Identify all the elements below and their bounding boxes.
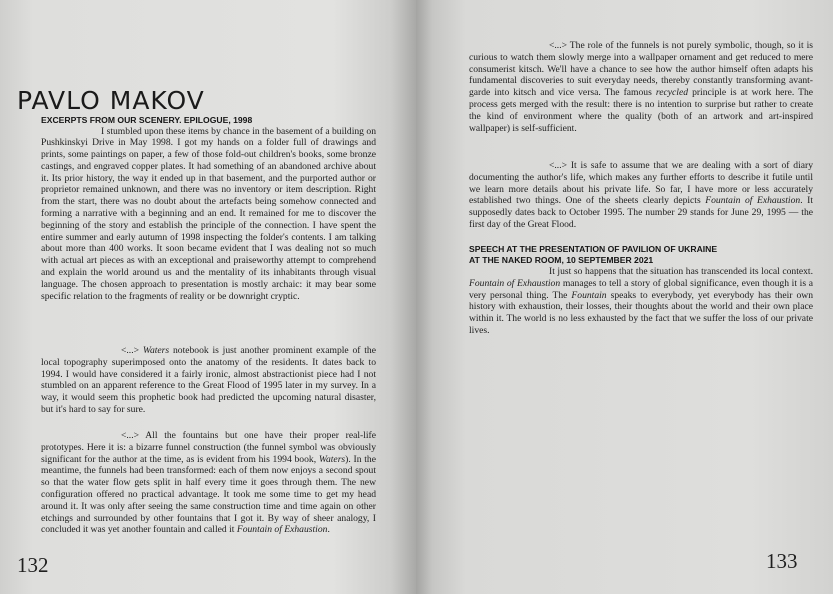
paragraph: I stumbled upon these items by chance in the basement of a building on Pushkinskyi Drive in May 1998. I got my hands on a folder full of drawings and prints, some paintings on paper, a few of those fold-out children's books, some bronze castings, and engraved copper plates. It had something of an abandoned archive about it. Its prior history, the way it ended up in that basement, and the purported author or proprietor remained unknown, and there was no inventory or item description. Right from the start, there was no doubt about the artefacts being somehow connected and forming a narrative with a beginning and an end. It remained for me to discover the beginning of the story and establish the principle of the connection. I have spent the entire summer and early autumn of 1998 inspecting the folder's contents. I am talking about more than 400 works. It soon became evident that I was dealing not so much with actual art pieces as with an exceptional and praiseworthy attempt to comprehend and explain the world around us and the mentality of its inhabitants through visual language. The chosen approach to presentation is mostly archaic: it may bear some specific relation to the fragments of reality or be downright cryptic. bbox=[41, 125, 376, 302]
title-waters: Waters bbox=[142, 345, 170, 356]
paragraph-text: notebook is just another prominent example of the local topography superimposed onto the anatomy of the residents. It dates back to 1994. I would have considered it a fairly ironic, almost abstractionist piece had I not stumbled on an apparent reference to the Great Flood of 1995 later in my survey. In a way, it would seem this prophetic book had predicted the upcoming natural disaster, but it's hard to say for sure. bbox=[41, 345, 376, 415]
paragraph-text: <...> The role of the funnels is not purely symbolic, though, so it is curious to watch them slowly merge into a wallpaper ornament and get reduced to mere consumerist kitsch. We'll have a chance to see how the author himself often adapts his fundamental discoveries to suit everyday needs, thereby constantly transforming avant-garde into kitsch and vice versa. The famous bbox=[469, 40, 813, 99]
paragraph-text: speaks to everybody, yet everybody has their own history with exhaustion, their losses, their thoughts about the world and their own place within it. The world is no less exhausted by the fact that we suffer the loss of our private lives. bbox=[469, 289, 813, 336]
paragraph-text: . It supposedly dates back to October 1995. The number 29 stands for June 29, 1995 — the first day of the Great Flood. bbox=[469, 195, 813, 230]
epilogue-section bbox=[41, 115, 376, 302]
term-recycled: recycled bbox=[655, 87, 689, 99]
paragraph bbox=[41, 345, 376, 416]
paragraph bbox=[469, 40, 813, 134]
title-fountain: Fountain bbox=[571, 289, 607, 301]
page-number: 132 bbox=[17, 553, 49, 577]
right-page bbox=[416, 0, 833, 594]
paragraph bbox=[469, 266, 813, 337]
left-page bbox=[0, 0, 416, 594]
period: . bbox=[327, 524, 330, 536]
paragraph-text: <...> All the fountains but one have their proper real-life prototypes. Here it is: a bizarre funnel construction (the funnel symbol was obviously significant for the author at the time, as is evident from his 1994 book, bbox=[41, 430, 376, 465]
title-fountain-of-exhaustion: Fountain of Exhaustion bbox=[705, 195, 801, 207]
author-name: PAVLO MAKOV bbox=[17, 86, 205, 115]
speech-title-line: SPEECH AT THE PRESENTATION OF PAVILION OF UKRAINE bbox=[469, 244, 718, 254]
paragraph-text: ). In the meantime, the funnels had been transformed: each of them now enjoys a second spout so that the water flow gets split in half every time it goes through them. The new configuration offered no practical advantage. It took me some time to get my head around it. It was only after seeing the same construction time and time again on other etchings and surrounded by other fountains that I got it. By way of sheer analogy, I concluded it was yet another fountain and called it bbox=[41, 453, 376, 536]
speech-section bbox=[469, 244, 813, 337]
ellipsis-marker: <...> bbox=[121, 345, 140, 356]
fountains-paragraph-block bbox=[41, 430, 376, 536]
paragraph-text: It just so happens that the situation has transcended its local context. bbox=[549, 266, 813, 277]
funnels-paragraph-block bbox=[469, 40, 813, 134]
paragraph-text: manages to tell a story of global significance, even though it is a very personal thing. The bbox=[469, 277, 813, 301]
paragraph-text: principle is at work here. The process gets merged with the result: there is no intention to surprise but rather to create the kind of environment where the quality (both of an artwork and art-inspired wallpaper) is self-sufficient. bbox=[469, 87, 814, 134]
paragraph-text: <...> It is safe to assume that we are dealing with a sort of diary documenting the author's life, which makes any further efforts to describe it futile until we learn more details about his private life. So far, I have more or less accurately established two things. One of the sheets clearly depicts bbox=[469, 160, 813, 207]
title-waters: Waters bbox=[318, 453, 346, 465]
paragraph bbox=[469, 160, 813, 231]
section-title: EXCERPTS FROM OUR SCENERY. EPILOGUE, 1998 bbox=[41, 115, 253, 125]
diary-paragraph-block bbox=[469, 160, 813, 231]
waters-paragraph-block bbox=[41, 345, 376, 416]
title-fountain-of-exhaustion: Fountain of Exhaustion bbox=[469, 277, 561, 289]
speech-title bbox=[469, 244, 813, 265]
paragraph bbox=[41, 430, 376, 536]
speech-title-line: AT THE NAKED ROOM, 10 SEPTEMBER 2021 bbox=[469, 254, 654, 265]
page-number: 133 bbox=[766, 549, 798, 573]
title-fountain-of-exhaustion: Fountain of Exhaustion bbox=[236, 524, 328, 536]
